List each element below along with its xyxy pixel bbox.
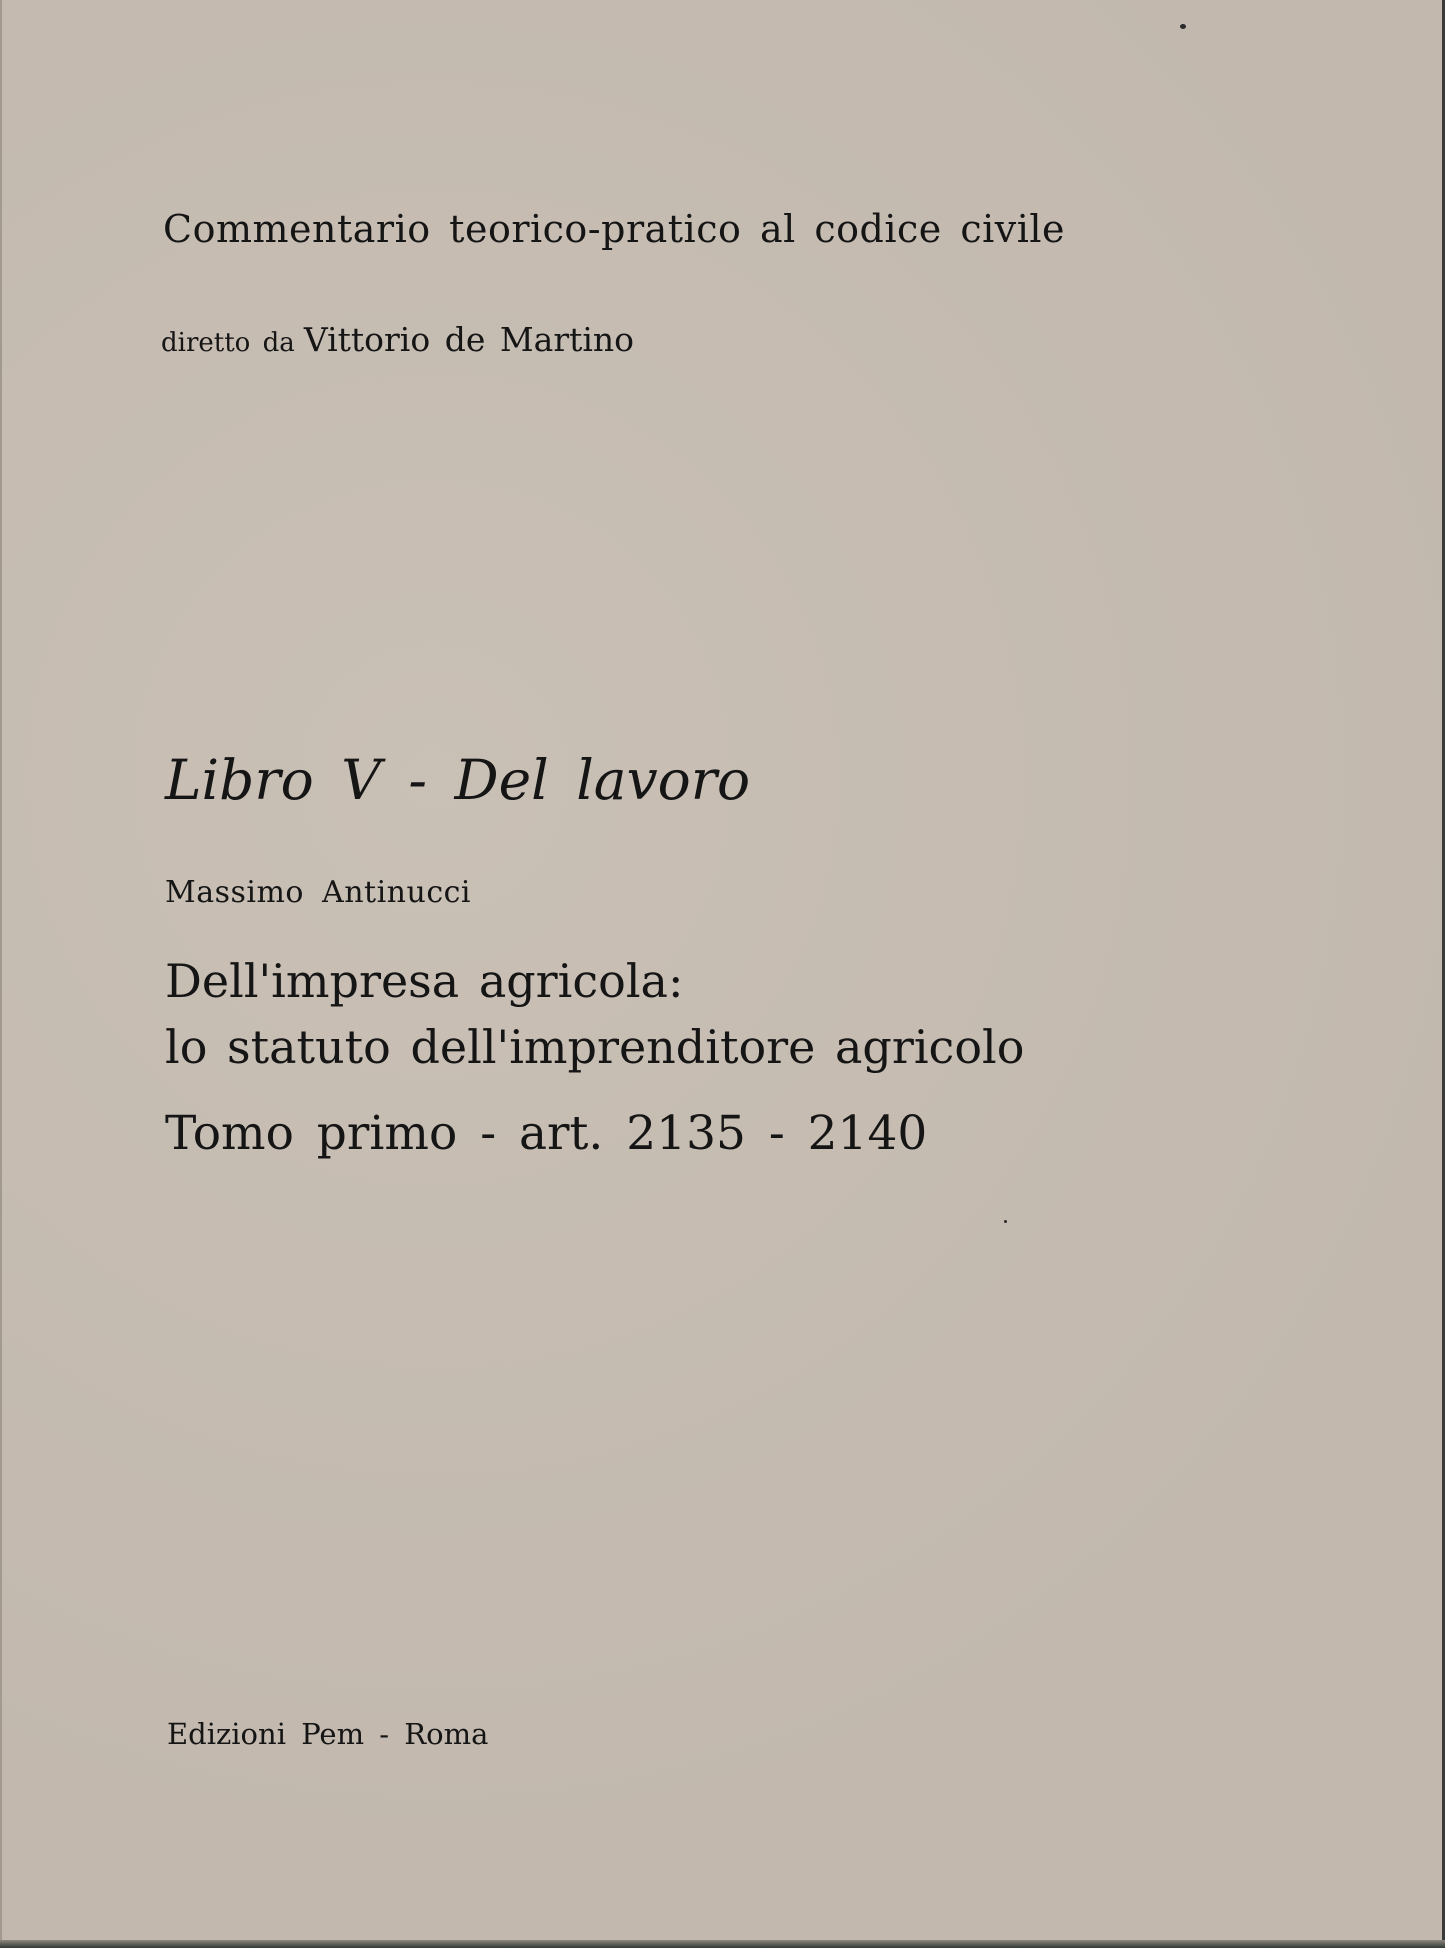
- volume-line: Tomo primo - art. 2135 - 2140: [165, 1106, 928, 1161]
- director-prefix: diretto da: [161, 328, 295, 358]
- work-title-line-1: Dell'impresa agricola:: [165, 954, 684, 1008]
- paper-speck: [1004, 1220, 1007, 1223]
- paper-speck: [1180, 24, 1186, 29]
- series-title: Commentario teorico-pratico al codice civile: [163, 207, 1066, 251]
- cover-bottom-edge: [0, 1940, 1445, 1948]
- director-line: [161, 320, 634, 359]
- cover-left-edge: [0, 0, 2, 1948]
- book-title: Libro V - Del lavoro: [165, 748, 751, 812]
- work-title-line-2: lo statuto dell'imprenditore agricolo: [165, 1020, 1025, 1074]
- director-name: Vittorio de Martino: [303, 320, 635, 359]
- publisher: Edizioni Pem - Roma: [167, 1717, 489, 1751]
- author-name: Massimo Antinucci: [165, 875, 472, 910]
